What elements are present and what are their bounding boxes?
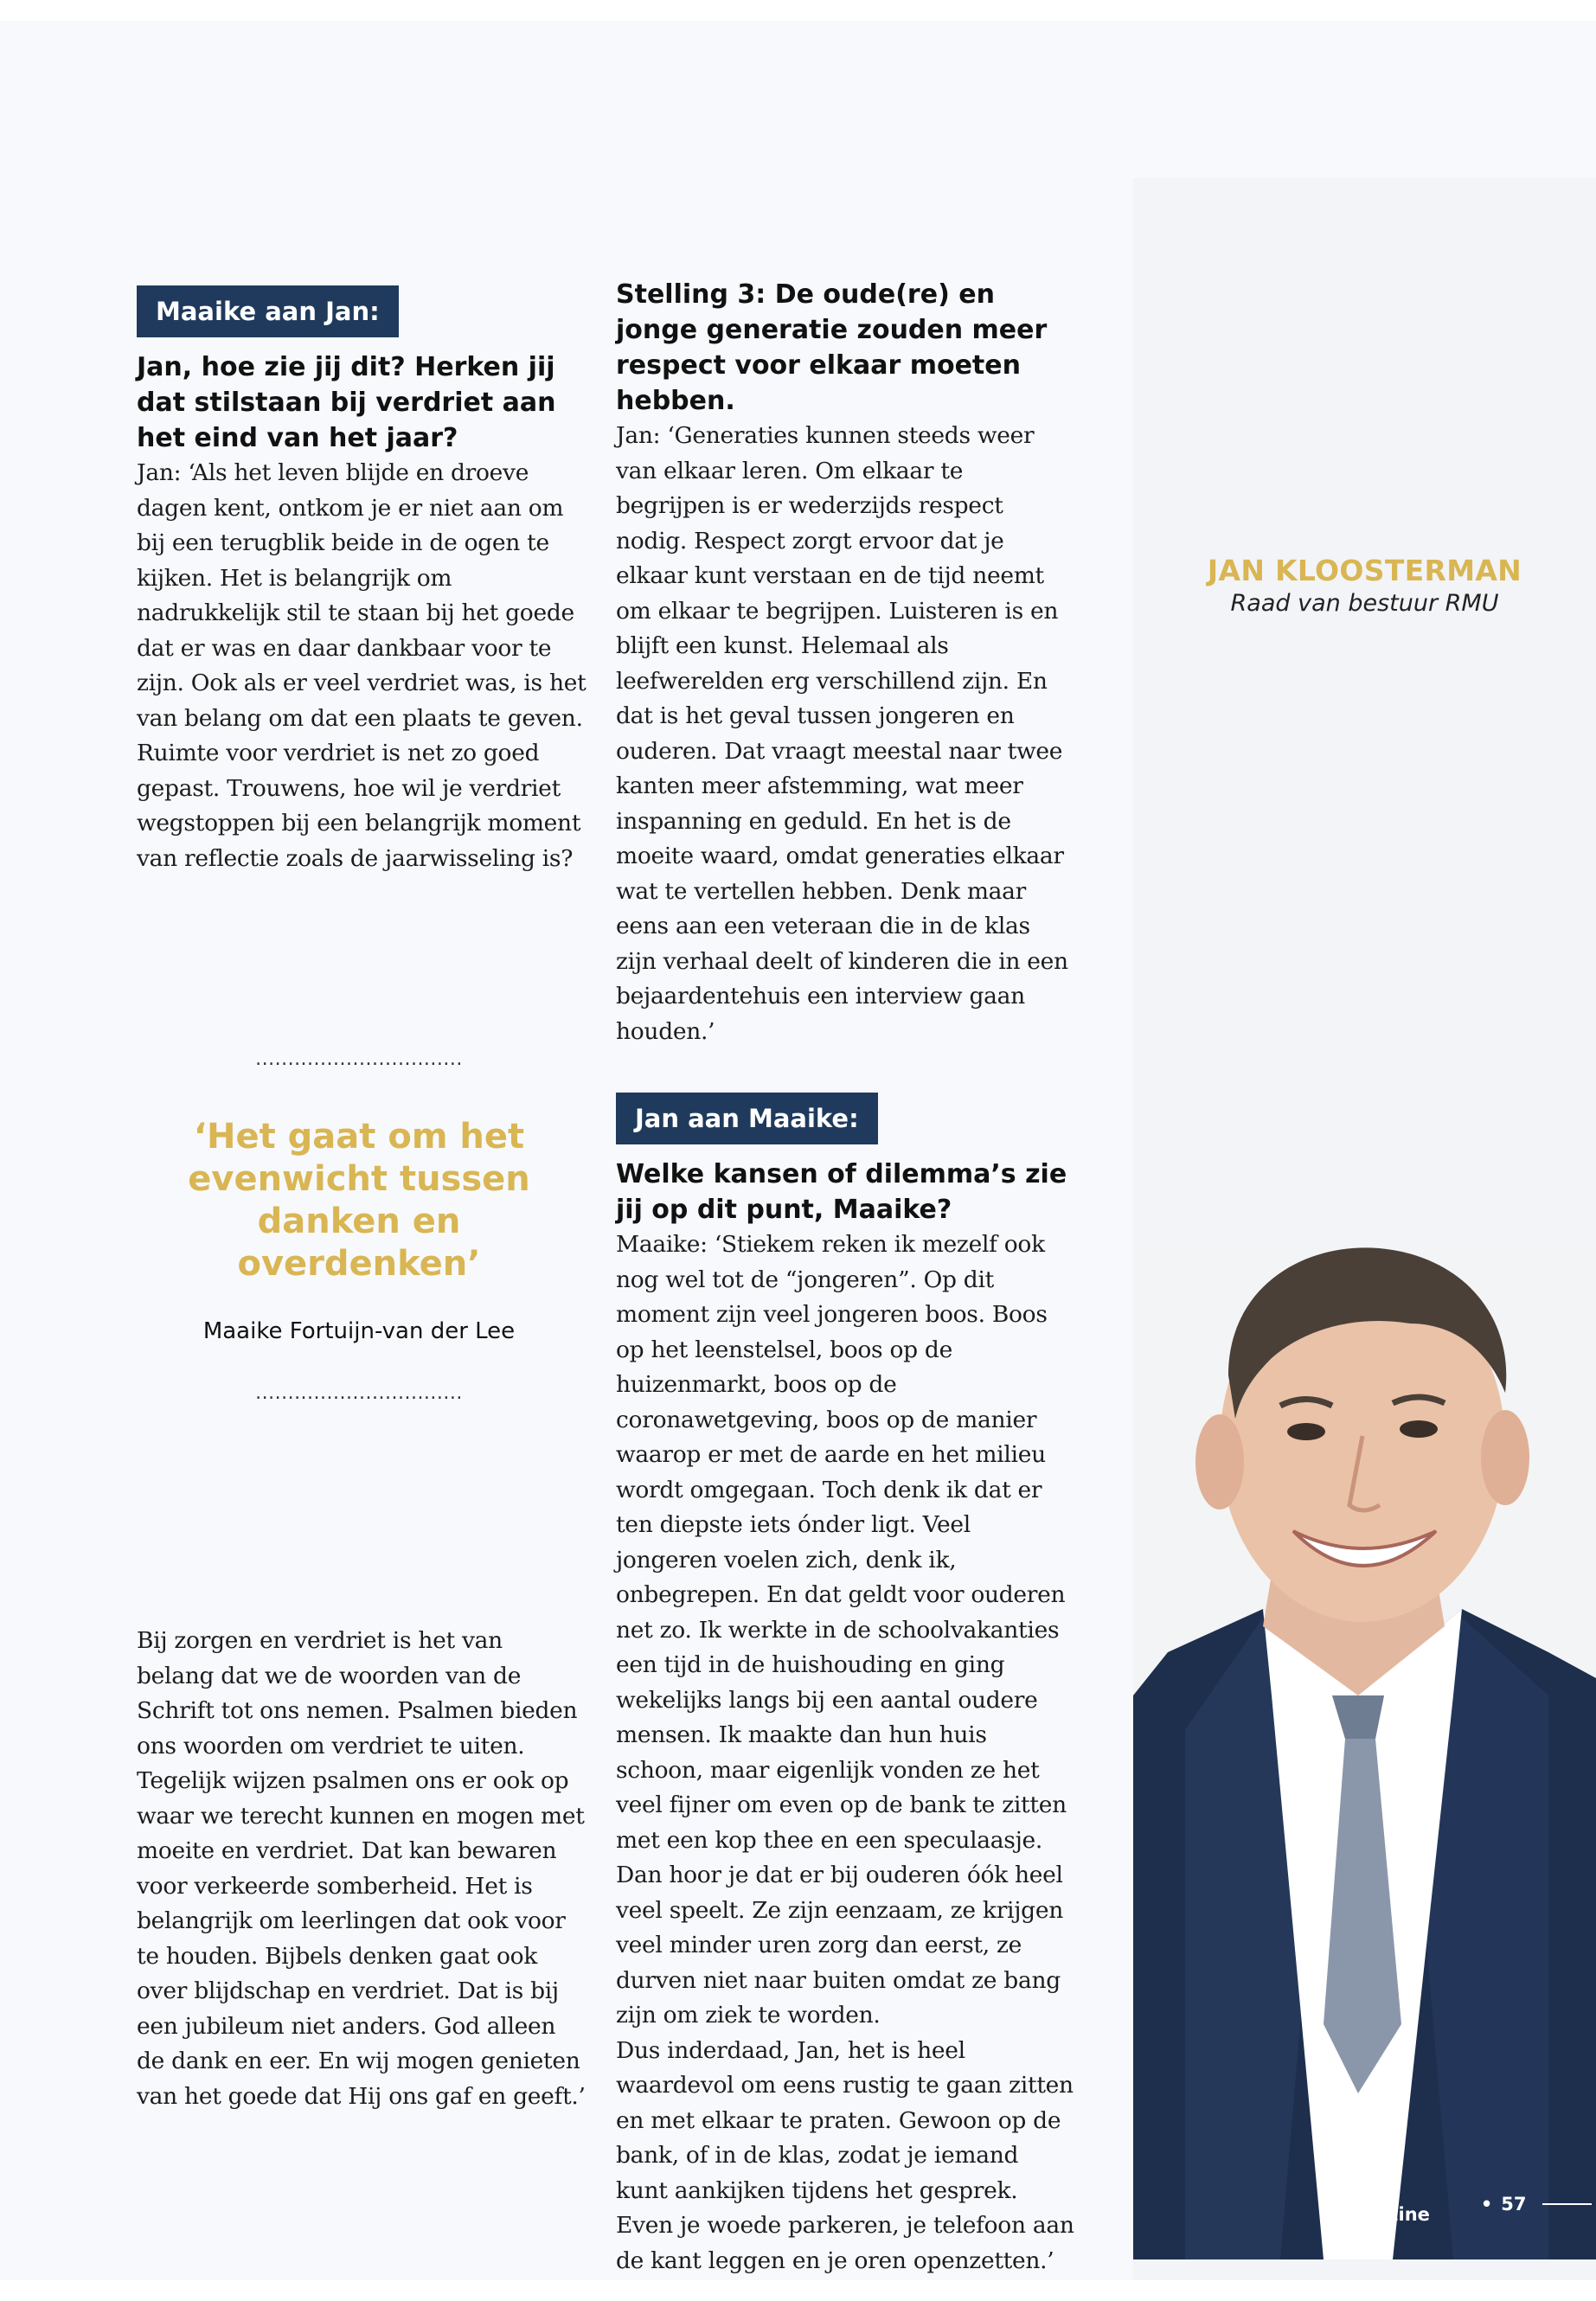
- dotted-divider-bottom: ................................: [255, 1382, 463, 1404]
- portrait-illustration: [1133, 1246, 1596, 2259]
- dotted-divider-top: ................................: [255, 1048, 463, 1070]
- answer-jan-1: Jan: ‘Als het leven blijde en droeve dagen kent, ontkom je er niet aan om bij een terugblik beide in de ogen te kijken. Het is belangrijk om nadrukkelijk stil te staan bij het goede dat er was en daar dankbaar voor te zijn. Ook als er veel verdriet was, is het van belang om dat een plaats te geven. Ruimte voor verdriet is net zo goed gepast. Trouwens, hoe wil je verdriet wegstoppen bij een belangrijk moment van reflectie zoals de jaarwisseling is?: [137, 459, 586, 872]
- column-left-top: [137, 285, 586, 876]
- footer-rule: [1542, 2203, 1592, 2205]
- column-left-bottom: [137, 1624, 586, 2114]
- pull-quote-text: ‘Het gaat om het evenwicht tussen danken en overdenken’: [188, 1117, 530, 1284]
- pull-quote: [156, 1047, 562, 1407]
- answer-jan-continued: Bij zorgen en verdriet is het van belang dat we de woorden van de Schrift tot ons nemen. Psalmen bieden ons woorden om verdriet te uiten. Tegelijk wijzen psalmen ons er ook op waar we terecht kunnen en mogen met moeite en verdriet. Dat kan bewaren voor verkeerde somberheid. Het is belangrijk om leerlingen dat ook voor te houden. Bijbels denken gaat ook over blijdschap en verdriet. Dat is bij een jubileum niet anders. God alleen de dank en eer. En wij mogen genieten van het goede dat Hij ons gaf en geeft.’: [137, 1627, 586, 2110]
- column-middle: [616, 277, 1074, 2279]
- question-heading-1: Jan, hoe zie jij dit? Herken jij dat stilstaan bij verdriet aan het eind van het jaar?: [137, 352, 556, 453]
- person-name: JAN KLOOSTERMAN: [1207, 554, 1522, 587]
- pull-quote-author: Maaike Fortuijn-van der Lee: [202, 1318, 516, 1344]
- answer-maaike-paragraph-2: Dus inderdaad, Jan, het is heel waardevol om eens rustig te gaan zitten en met elkaar te praten. Gewoon op de bank, of in de klas, zodat je iemand kunt aankijken tijdens het gesprek. Even je woede parkeren, je telefoon aan de kant leggen en je oren openzetten.’: [616, 2036, 1074, 2274]
- answer-maaike-paragraph-1: Maaike: ‘Stiekem reken ik mezelf ook nog wel tot de “jongeren”. Op dit moment zijn veel jongeren boos. Boos op het leenstelsel, boos op de huizenmarkt, boos op de coronawetgeving, boos op de manier waarop er met de aarde en het milieu wordt omgegaan. Toch denk ik dat er ten diepste iets ónder ligt. Veel jongeren voelen zich, denk ik, onbegrepen. En dat geldt voor ouderen net zo. Ik werkte in de schoolvakanties een tijd in de huishouding en ging wekelijks langs bij een aantal oudere mensen. Ik maakte dan hun huis schoon, maar eigenlijk vonden ze het veel fijner om even op de bank te zitten met een kop thee en een speculaasje. Dan hoor je dat er bij ouderen óók heel veel speelt. Ze zijn eenzaam, ze krijgen veel minder uren zorg dan eerst, ze durven niet naar buiten omdat ze bang zijn om ziek te worden.: [616, 1231, 1067, 2029]
- page-number: 57: [1501, 2194, 1527, 2214]
- person-caption: [1133, 554, 1596, 619]
- person-role: Raad van bestuur RMU: [1230, 590, 1499, 617]
- footer-separator: •: [1480, 2194, 1493, 2214]
- section-label-jan-aan-maaike: Jan aan Maaike:: [616, 1093, 878, 1144]
- magazine-name: DRS Magazine: [1332, 2183, 1430, 2225]
- page-footer: [1332, 2183, 1592, 2225]
- portrait-photo: [1133, 1246, 1596, 2259]
- question-heading-2: Welke kansen of dilemma’s zie jij op dit punt, Maaike?: [616, 1159, 1067, 1225]
- stelling-heading: Stelling 3: De oude(re) en jonge generatie zouden meer respect voor elkaar moeten hebben.: [616, 279, 1048, 416]
- answer-maaike: [616, 1227, 1074, 2279]
- section-label-maaike-aan-jan: Maaike aan Jan:: [137, 285, 399, 337]
- answer-jan-2: Jan: ‘Generaties kunnen steeds weer van elkaar leren. Om elkaar te begrijpen is er wederzijds respect nodig. Respect zorgt ervoor dat je elkaar kunt verstaan en de tijd neemt om elkaar te begrijpen. Luisteren is en blijft een kunst. Helemaal als leefwerelden erg verschillend zijn. En dat is het geval tussen jongeren en ouderen. Dat vraagt meestal naar twee kanten meer afstemming, wat meer inspanning en geduld. En het is de moeite waard, omdat generaties elkaar wat te vertellen hebben. Denk maar eens aan een veteraan die in de klas zijn verhaal deelt of kinderen die in een bejaardentehuis een interview gaan houden.’: [616, 422, 1068, 1045]
